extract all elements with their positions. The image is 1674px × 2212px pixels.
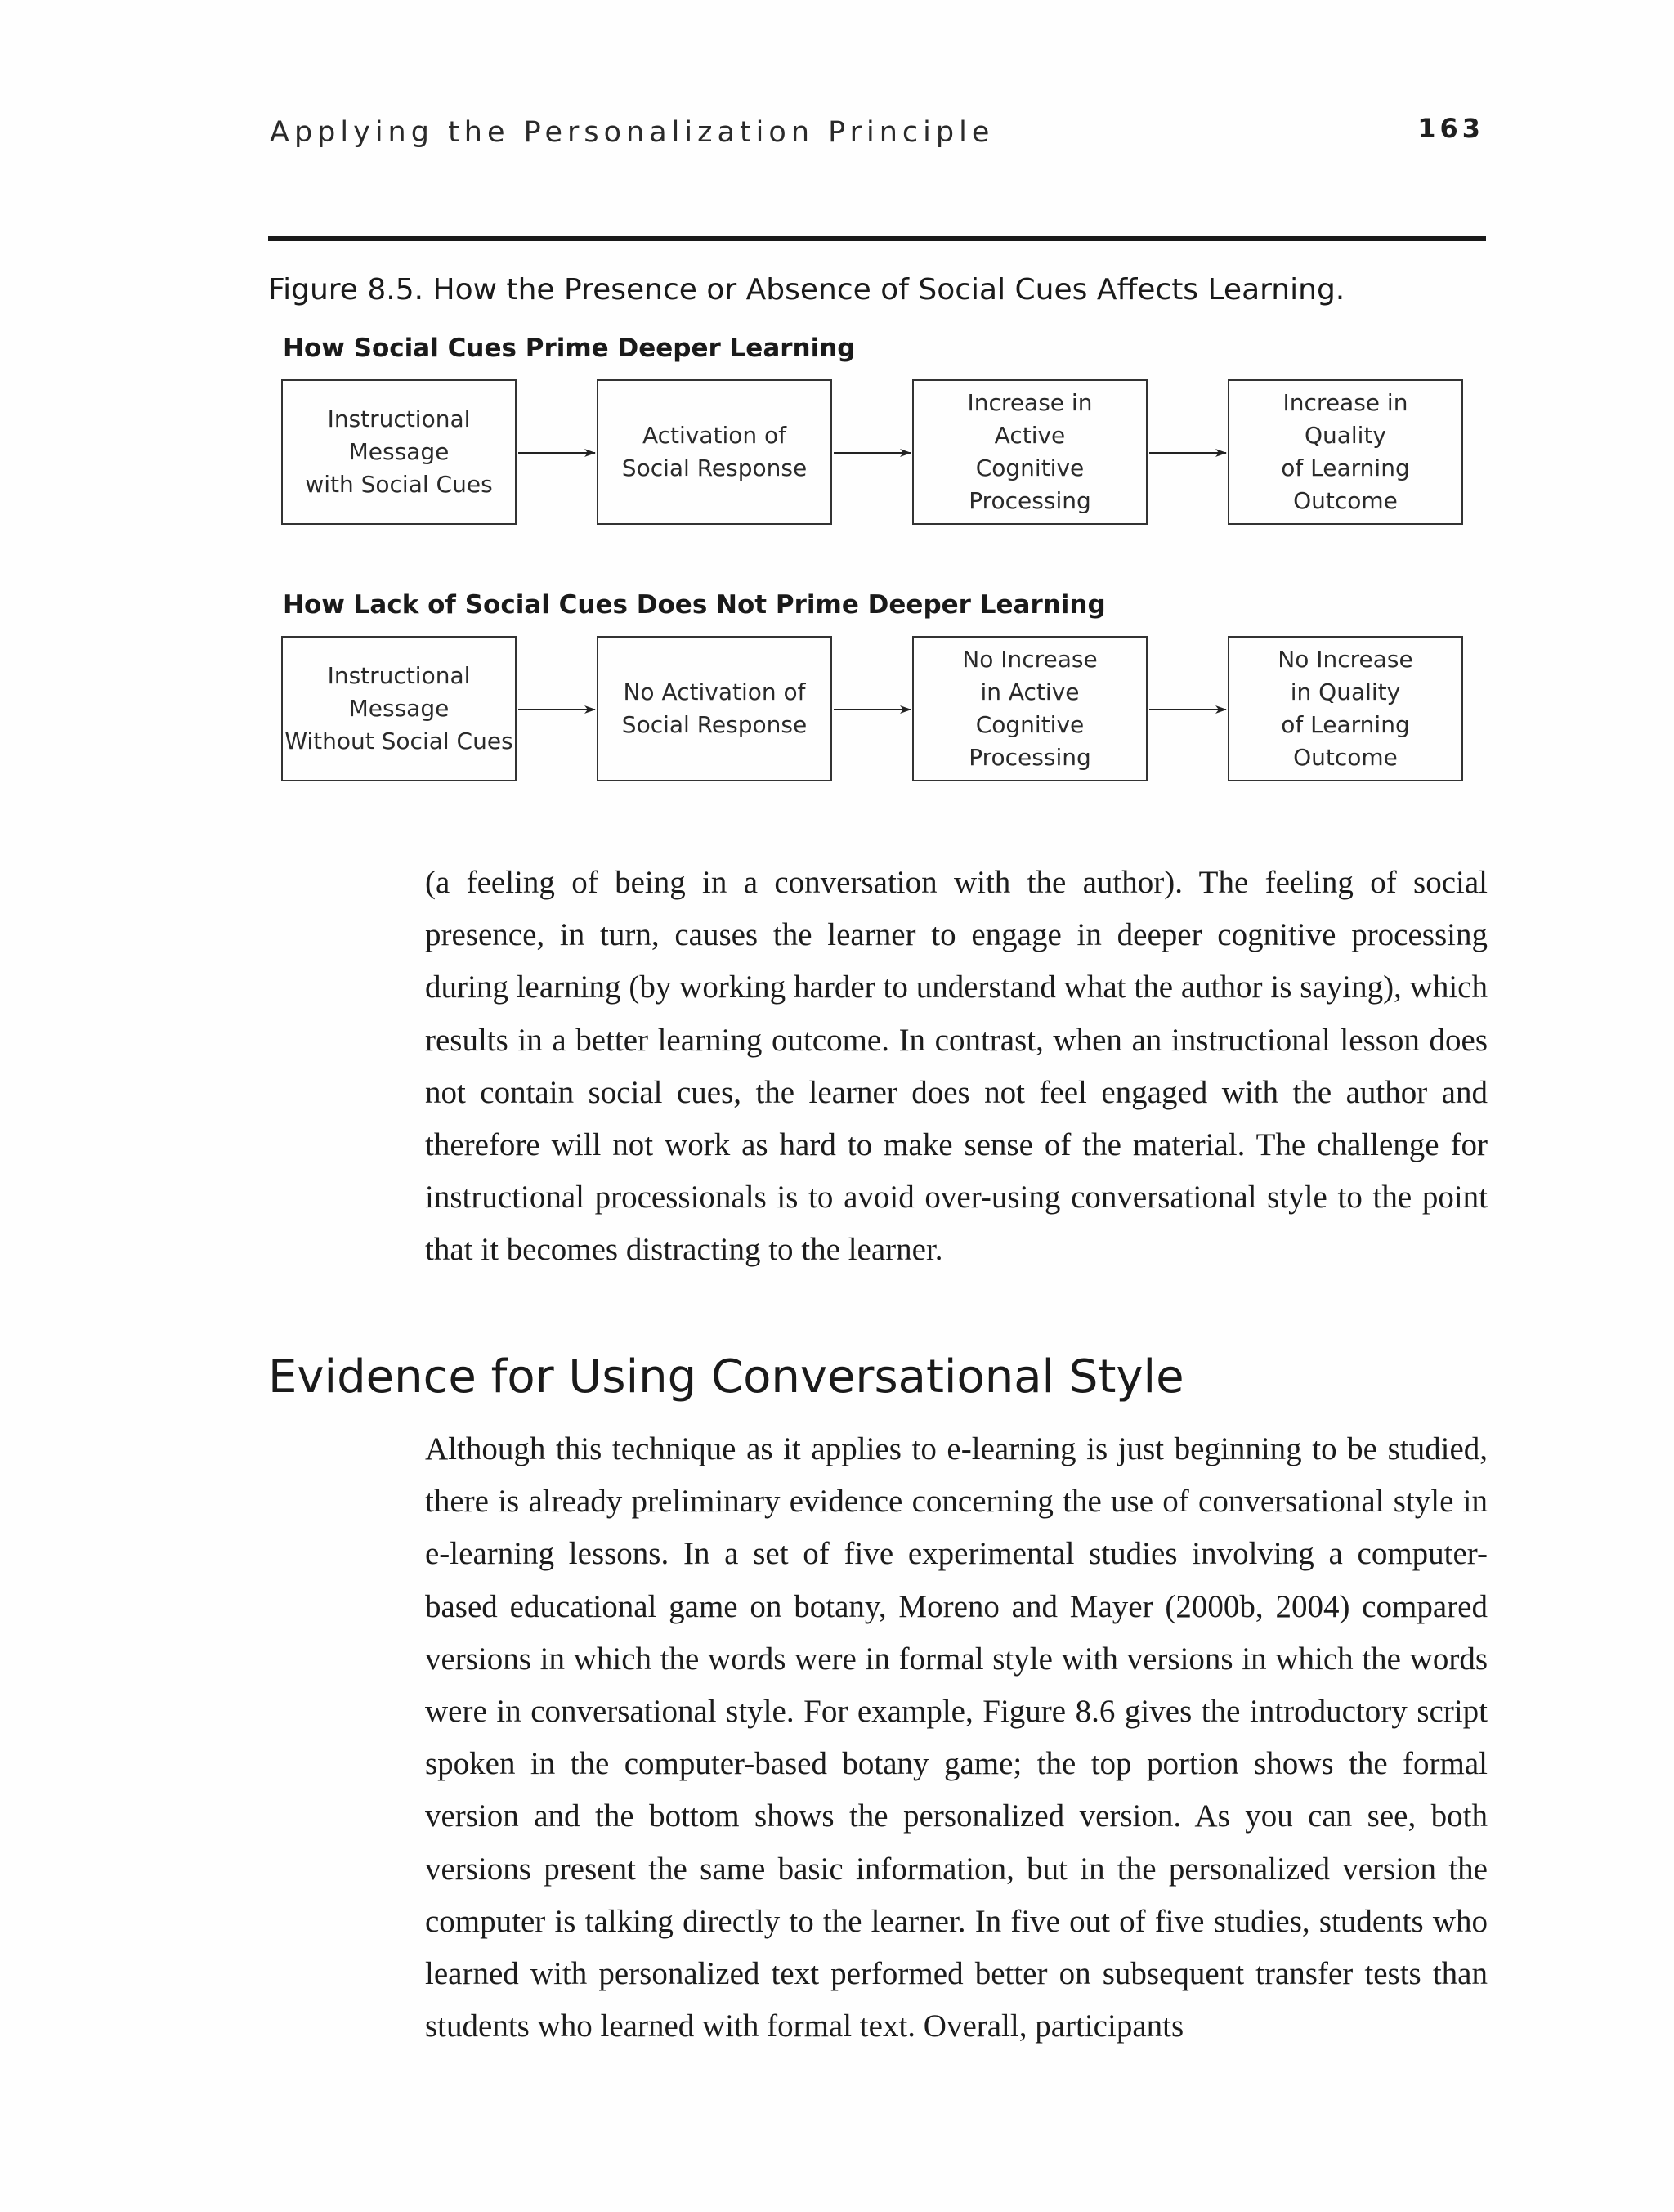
flow-box-instructional-message-no-cues: Instructional Message Without Social Cues (281, 636, 517, 781)
flow-box-no-learning-outcome: No Increase in Quality of Learning Outcome (1228, 636, 1463, 781)
figure-row-label-social-cues: How Social Cues Prime Deeper Learning (283, 334, 856, 363)
page-number: 163 (1417, 113, 1484, 144)
body-paragraph-2: Although this technique as it applies to e-learning is just beginning to be studied, there is already preliminary evidence concerning the use of conversational style in e-learning lessons. In a set of five experimental studies involving a computer-based educational game on botany, Moreno and Mayer (2000b, 2004) compared versions in which the words were in formal style with versions in which the words were in conversational style. For example, Figure 8.6 gives the introductory script spoken in the computer-based botany game; the top portion shows the formal version and the bottom shows the personalized version. As you can see, both versions present the same basic information, but in the personalized version the computer is talking directly to the learner. In five out of five studies, students who learned with personalized text performed better on subsequent transfer tests than students who learned with formal text. Overall, participants (425, 1431, 1488, 2044)
body-paragraph-1: (a feeling of being in a conversation with the author). The feeling of social presence, in turn, causes the learner to engage in deeper cognitive processing during learning (by working harder to understand what the author is saying), which results in a better learning outcome. In contrast, when an instructional lesson does not contain social cues, the learner does not feel engaged with the author and therefore will not work as hard to make sense of the material. The challenge for instructional processionals is to avoid over-using conversational style to the point that it becomes distracting to the learner. (425, 865, 1488, 1268)
flow-box-no-cognitive-processing: No Increase in Active Cognitive Processing (912, 636, 1148, 781)
running-head: Applying the Personalization Principle (270, 116, 995, 149)
flow-box-activation: Activation of Social Response (597, 379, 832, 525)
flow-box-cognitive-processing: Increase in Active Cognitive Processing (912, 379, 1148, 525)
flow-box-instructional-message: Instructional Message with Social Cues (281, 379, 517, 525)
flow-arrows (0, 0, 1674, 817)
flow-box-no-activation: No Activation of Social Response (597, 636, 832, 781)
figure-caption: Figure 8.5. How the Presence or Absence of Social Cues Affects Learning. (268, 273, 1345, 307)
figure-row-label-no-social-cues: How Lack of Social Cues Does Not Prime Deeper Learning (283, 590, 1106, 620)
flow-box-learning-outcome: Increase in Quality of Learning Outcome (1228, 379, 1463, 525)
section-heading: Evidence for Using Conversational Style (268, 1350, 1184, 1404)
